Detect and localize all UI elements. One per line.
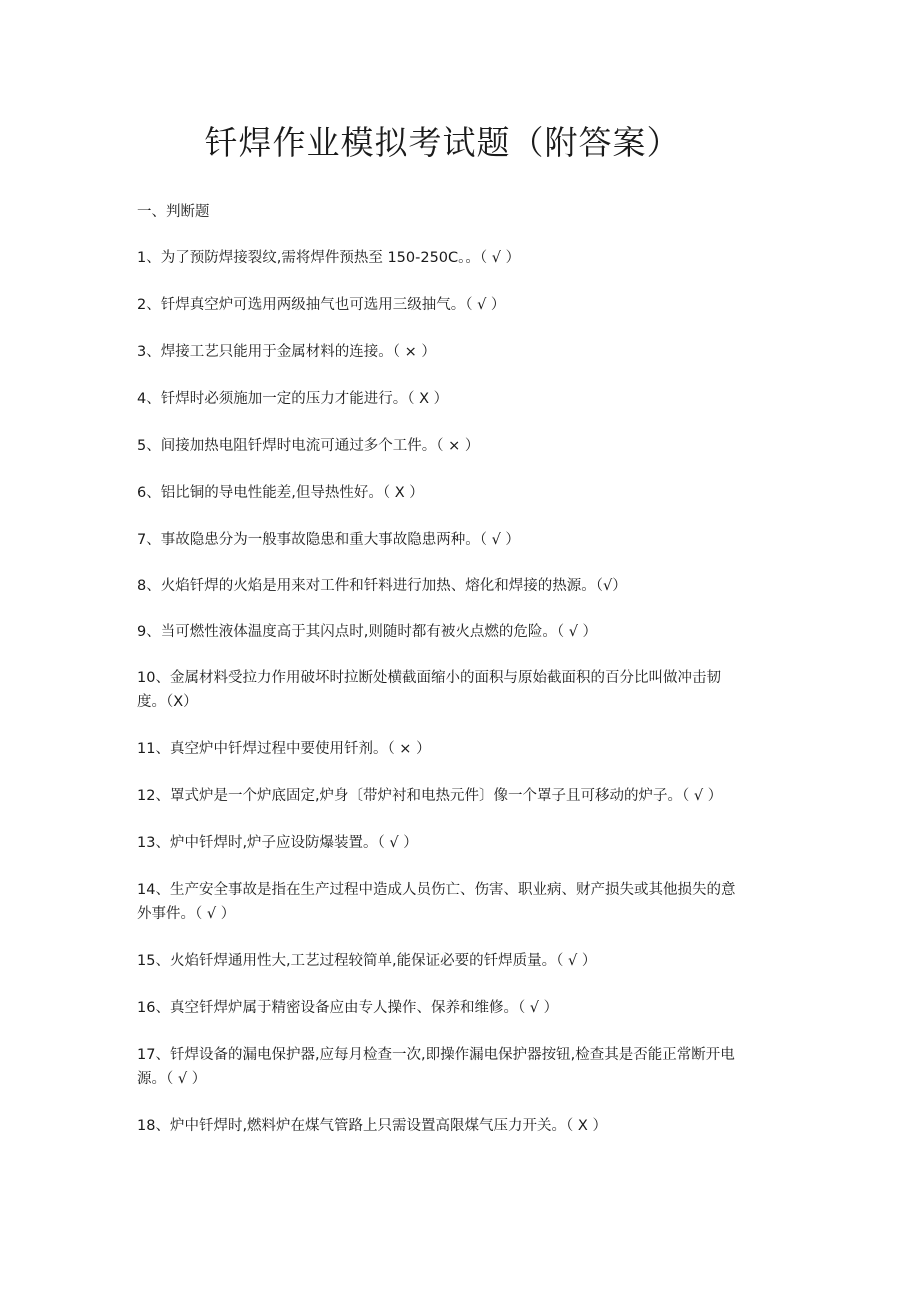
question-text-line: 14、生产安全事故是指在生产过程中造成人员伤亡、伤害、职业病、财产损失或其他损失的意: [137, 882, 736, 898]
question-item: [137, 340, 777, 364]
question-text-line: 7、事故隐患分为一般事故隐患和重大事故隐患两种。（ √ ）: [137, 532, 520, 548]
question-item: [137, 666, 777, 714]
question-item: [137, 434, 777, 458]
question-item: [137, 387, 777, 411]
section-heading: 一、判断题: [137, 204, 210, 220]
question-text-line: 16、真空钎焊炉属于精密设备应由专人操作、保养和维修。（ √ ）: [137, 1000, 559, 1016]
question-text-line: 8、火焰钎焊的火焰是用来对工件和钎料进行加热、熔化和焊接的热源。（√）: [137, 578, 627, 594]
question-text-line: 13、炉中钎焊时,炉子应设防爆装置。（ √ ）: [137, 835, 418, 851]
question-item: [137, 293, 777, 317]
document-title: 钎焊作业模拟考试题（附答案）: [204, 123, 681, 162]
question-text-line: 2、钎焊真空炉可选用两级抽气也可选用三级抽气。（ √ ）: [137, 297, 506, 313]
question-item: [137, 784, 777, 808]
question-text-line: 3、焊接工艺只能用于金属材料的连接。（ × ）: [137, 344, 436, 360]
question-text-line: 6、铝比铜的导电性能差,但导热性好。（ X ）: [137, 485, 424, 501]
question-text-line: 度。（X）: [137, 694, 198, 710]
question-text-line: 源。（ √ ）: [137, 1071, 207, 1087]
question-item: [137, 996, 777, 1020]
question-text-line: 5、间接加热电阻钎焊时电流可通过多个工件。（ × ）: [137, 438, 480, 454]
question-item: [137, 878, 777, 926]
question-item: [137, 481, 777, 505]
question-text-line: 15、火焰钎焊通用性大,工艺过程较简单,能保证必要的钎焊质量。（ √ ）: [137, 953, 597, 969]
question-item: [137, 737, 777, 761]
question-item: [137, 246, 777, 270]
question-item: [137, 620, 777, 644]
question-item: [137, 528, 777, 552]
question-item: [137, 574, 777, 598]
question-text-line: 1、为了预防焊接裂纹,需将焊件预热至 150-250C。。（ √ ）: [137, 250, 521, 266]
question-text-line: 18、炉中钎焊时,燃料炉在煤气管路上只需设置高限煤气压力开关。（ X ）: [137, 1118, 607, 1134]
question-text-line: 10、金属材料受拉力作用破坏时拉断处横截面缩小的面积与原始截面积的百分比叫做冲击韧: [137, 670, 721, 686]
question-item: [137, 831, 777, 855]
question-text-line: 11、真空炉中钎焊过程中要使用钎剂。（ × ）: [137, 741, 431, 757]
question-text-line: 12、罩式炉是一个炉底固定,炉身〔带炉衬和电热元件〕像一个罩子且可移动的炉子。（ √ ）: [137, 788, 723, 804]
question-text-line: 4、钎焊时必须施加一定的压力才能进行。（ X ）: [137, 391, 449, 407]
question-item: [137, 1043, 777, 1091]
question-text-line: 17、钎焊设备的漏电保护器,应每月检查一次,即操作漏电保护器按钮,检查其是否能正常断开电: [137, 1047, 735, 1063]
question-text-line: 外事件。（ √ ）: [137, 906, 236, 922]
question-text-line: 9、当可燃性液体温度高于其闪点时,则随时都有被火点燃的危险。（ √ ）: [137, 624, 598, 640]
question-item: [137, 949, 777, 973]
question-item: [137, 1114, 777, 1138]
